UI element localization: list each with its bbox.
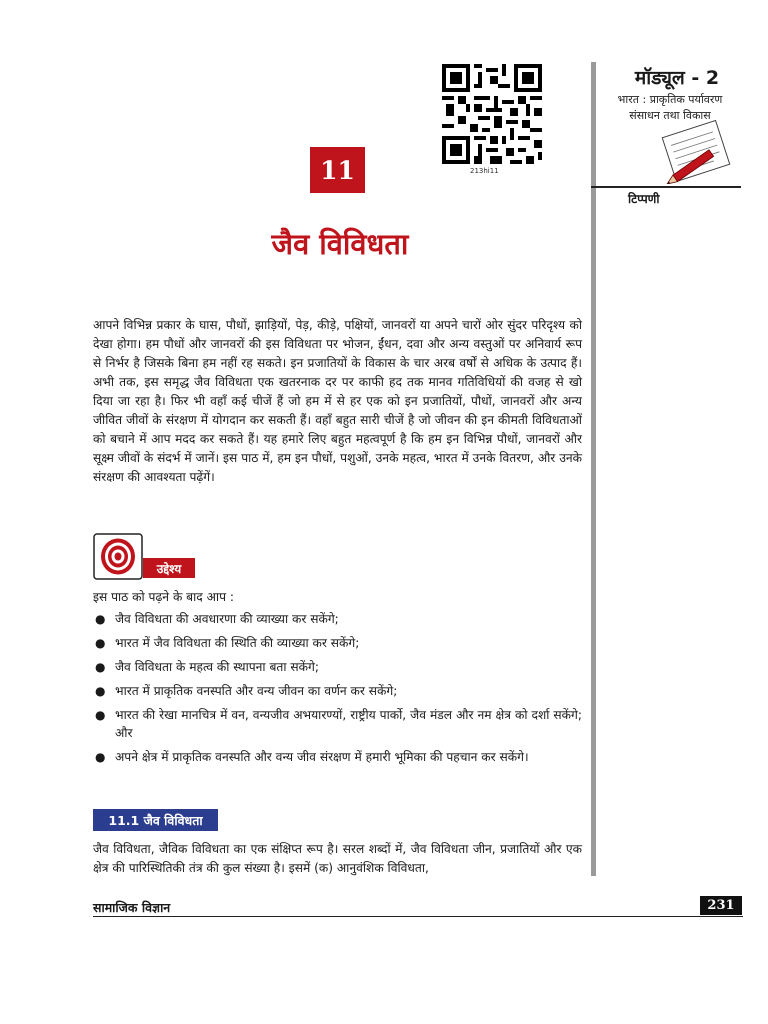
module-title: मॉड्यूल - 2 xyxy=(634,67,720,89)
notepad-pencil-icon xyxy=(650,118,742,184)
objectives-label: उद्देश्य xyxy=(143,558,195,578)
list-item-text: अपने क्षेत्र में प्राकृतिक वनस्पति और वन्य जीव संरक्षण में हमारी भूमिका की पहचान कर सकेंगे। xyxy=(115,750,529,764)
notes-label: टिप्पणी xyxy=(628,192,660,206)
list-item-text: जैव विविधता के महत्व की स्थापना बता सकेंगे; xyxy=(115,660,319,674)
list-item xyxy=(93,658,582,676)
margin-divider xyxy=(591,62,596,876)
list-item xyxy=(93,610,582,628)
bullet-icon: ● xyxy=(95,750,106,764)
bullet-icon: ● xyxy=(95,684,106,698)
footer-divider xyxy=(93,916,743,917)
intro-paragraph: आपने विभिन्न प्रकार के घास, पौधों, झाड़ियों, पेड़, कीड़े, पक्षियों, जानवरों या अपने चारों ओर सुंदर परिदृश्य को देखा होगा। हम पौधों और जानवरों की इस विविधता पर भोजन, ईंधन, दवा और अन्य वस्तुओं पर अनिवार्य रूप से निर्भर है जिसके बिना हम नहीं रह सकते। इन प्रजातियों के विकास के चार अरब वर्षों से अधिक के उत्पाद हैं। अभी तक, इस समृद्ध जैव विविधता एक खतरनाक दर पर काफी हद तक मानव गतिविधियों की वजह से खो दिया जा रहा है। फिर भी वहाँ कई चीजें हैं जो हम में से हर एक को इन प्रजातियों, पौधों, जानवरों और अन्य जीवित जीवों के संरक्षण में योगदान कर सकती हैं। वहाँ बहुत सारी चीजें है जो जीवन की इन कीमती विविधताओं को बचाने में आप मदद कर सकते हैं। यह हमारे लिए बहुत महत्वपूर्ण है कि हम इन विभिन्न पौधों, जानवरों और सूक्ष्म जीवों के संदर्भ में जानें। इस पाठ में, हम इन पौधों, पशुओं, उनके महत्व, भारत में उनके वितरण, और उनके संरक्षण की आवश्यता पढ़ेंगें। xyxy=(93,318,582,484)
bullet-icon: ● xyxy=(95,708,106,722)
list-item xyxy=(93,682,582,700)
chapter-title: जैव विविधता xyxy=(271,227,409,261)
side-divider xyxy=(591,186,741,188)
list-item xyxy=(93,748,582,766)
bullet-icon: ● xyxy=(95,660,106,674)
list-item-text: जैव विविधता की अवधारणा की व्याख्या कर सकेंगे; xyxy=(115,612,339,626)
target-icon xyxy=(93,533,143,580)
list-item-text: भारत में जैव विविधता की स्थिति की व्याख्या कर सकेंगे; xyxy=(115,636,360,650)
footer-subject: सामाजिक विज्ञान xyxy=(93,900,171,915)
page-number: 231 xyxy=(700,896,742,915)
qr-caption: 213hi11 xyxy=(470,167,499,175)
section-paragraph: जैव विविधता, जैविक विविधता का एक संक्षिप्त रूप है। सरल शब्दों में, जैव विविधता जीन, प्रजातियों और एक क्षेत्र की पारिस्थितिकी तंत्र की कुल संख्या है। इसमें (क) आनुवंशिक विविधता, xyxy=(93,842,582,875)
chapter-number: 11 xyxy=(310,147,365,193)
objectives-intro: इस पाठ को पढ़ने के बाद आप : xyxy=(93,590,234,604)
module-subtitle-line: संसाधन तथा विकास xyxy=(629,109,711,122)
list-item-text: भारत की रेखा मानचित्र में वन, वन्यजीव अभयारण्यों, राष्ट्रीय पार्को, जैव मंडल और नम क्षेत्र को दर्शा सकेंगे; और xyxy=(115,708,582,740)
objectives-list xyxy=(93,610,582,772)
bullet-icon: ● xyxy=(95,636,106,650)
list-item xyxy=(93,706,582,742)
qr-code-icon xyxy=(438,64,546,164)
bullet-icon: ● xyxy=(95,612,106,626)
list-item-text: भारत में प्राकृतिक वनस्पति और वन्य जीवन का वर्णन कर सकेंगे; xyxy=(115,684,398,698)
list-item xyxy=(93,634,582,652)
section-heading: 11.1 जैव विविधता xyxy=(93,809,218,831)
module-subtitle-line: भारत : प्राकृतिक पर्यावरण xyxy=(617,93,723,106)
